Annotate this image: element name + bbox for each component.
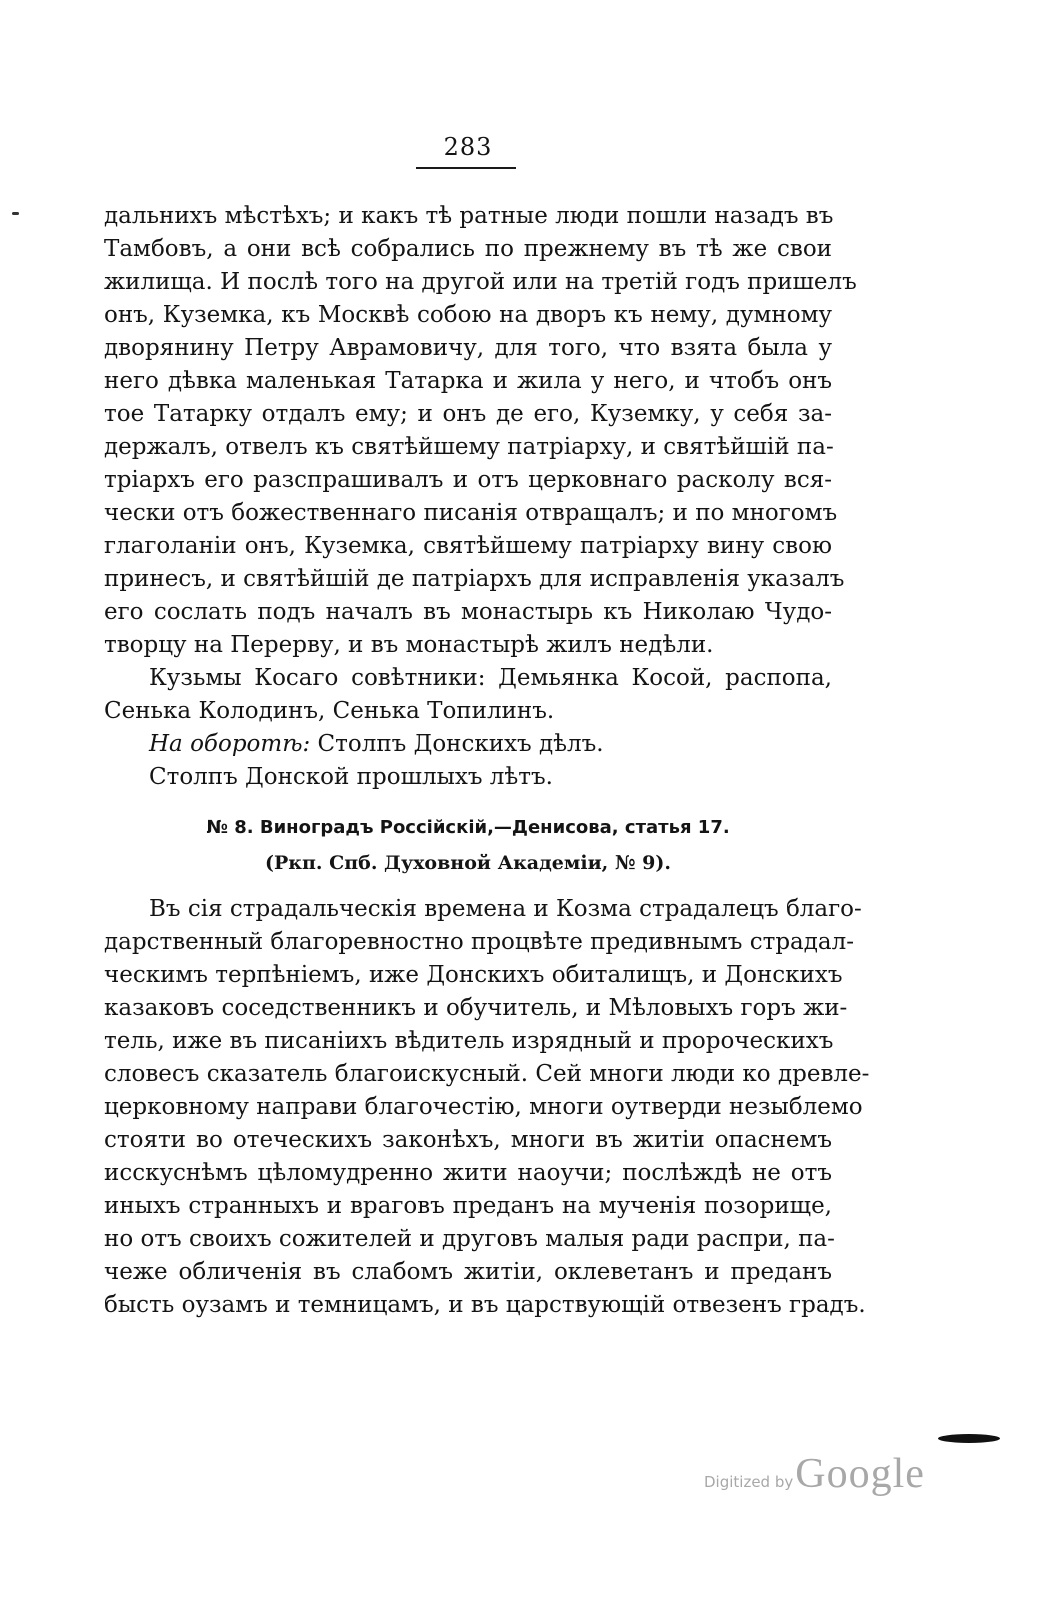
text-line: Въ сія страдальческія времена и Козма страдалецъ благо-: [149, 896, 862, 922]
text-line: иныхъ странныхъ и враговъ преданъ на мученія позорище,: [104, 1193, 832, 1219]
text-line: Тамбовъ, а они всѣ собрались по прежнему въ тѣ же свои: [104, 236, 832, 262]
ink-smudge: [938, 1434, 1000, 1443]
text-line: его сослать подъ началъ въ монастырь къ Николаю Чудо-: [104, 599, 832, 625]
text-line: Столпъ Донской прошлыхъ лѣтъ.: [149, 764, 553, 790]
verso-text: Столпъ Донскихъ дѣлъ.: [310, 731, 604, 757]
text-line: Сенька Колодинъ, Сенька Топилинъ.: [104, 698, 555, 724]
verso-note: [104, 728, 832, 761]
text-line: ческимъ терпѣніемъ, иже Донскихъ обиталищъ, и Донскихъ: [104, 962, 843, 988]
text-line: Кузьмы Косаго совѣтники: Демьянка Косой, распопа,: [149, 665, 832, 691]
text-line: жилища. И послѣ того на другой или на третій годъ пришелъ: [104, 269, 857, 295]
section-heading: № 8. Виноградъ Россійскій,—Денисова, статья 17.: [206, 817, 730, 838]
paragraph-vinograd: [104, 893, 870, 1322]
text-line: принесъ, и святѣйшій де патріархъ для исправленія указалъ: [104, 566, 845, 592]
google-logo: Google: [795, 1451, 925, 1497]
text-line: дальнихъ мѣстѣхъ; и какъ тѣ ратные люди пошли назадъ въ: [104, 203, 834, 229]
text-line: дарственный благоревностно процвѣте предивнымъ страдал-: [104, 929, 855, 955]
text-line: словесъ сказатель благоискусный. Сей многи люди ко древле-: [104, 1061, 870, 1087]
text-line: исскуснѣмъ цѣломудренно жити наоучи; послѣждѣ не отъ: [104, 1160, 832, 1186]
page-number: 283: [443, 133, 493, 161]
text-line: глаголаніи онъ, Куземка, святѣйшему патріарху вину свою: [104, 533, 832, 559]
watermark-prefix: Digitized by: [704, 1473, 794, 1491]
text-line: чески отъ божественнаго писанія отвращалъ; и по многомъ: [104, 500, 838, 526]
text-line: церковному направи благочестію, многи оутверди незыблемо: [104, 1094, 863, 1120]
text-line: него дѣвка маленькая Татарка и жила у него, и чтобъ онъ: [104, 368, 832, 394]
text-line: бысть оузамъ и темницамъ, и въ царствующій отвезенъ градъ.: [104, 1292, 866, 1318]
text-line: чеже обличенія въ слабомъ житіи, оклеветанъ и преданъ: [104, 1259, 832, 1285]
text-line: казаковъ соседственникъ и обучитель, и Мѣловыхъ горъ жи-: [104, 995, 848, 1021]
digitized-watermark: [704, 1450, 925, 1500]
text-line: тель, иже въ писаніихъ вѣдитель изрядный и пророческихъ: [104, 1028, 834, 1054]
paragraph-advisers: [104, 662, 832, 794]
text-line: но отъ своихъ сожителей и друговъ малыя ради распри, па-: [104, 1226, 835, 1252]
stray-scan-mark: [12, 212, 19, 215]
section-subheading: (Ркп. Спб. Духовной Академіи, № 9).: [264, 852, 671, 874]
text-line: онъ, Куземка, къ Москвѣ собою на дворъ къ нему, думному: [104, 302, 832, 328]
paragraph-continuation: [104, 200, 857, 662]
page-number-underline: [416, 167, 516, 169]
text-line: дворянину Петру Аврамовичу, для того, что взята была у: [104, 335, 832, 361]
text-line: творцу на Перерву, и въ монастырѣ жилъ недѣли.: [104, 632, 714, 658]
verso-label: На оборотѣ:: [149, 731, 311, 757]
text-line: стояти во отеческихъ законѣхъ, многи въ житіи опаснемъ: [104, 1127, 832, 1153]
text-line: держалъ, отвелъ къ святѣйшему патріарху, и святѣйшій па-: [104, 434, 834, 460]
text-line: тое Татарку отдалъ ему; и онъ де его, Куземку, у себя за-: [104, 401, 832, 427]
text-line: тріархъ его разспрашивалъ и отъ церковнаго расколу вся-: [104, 467, 832, 493]
